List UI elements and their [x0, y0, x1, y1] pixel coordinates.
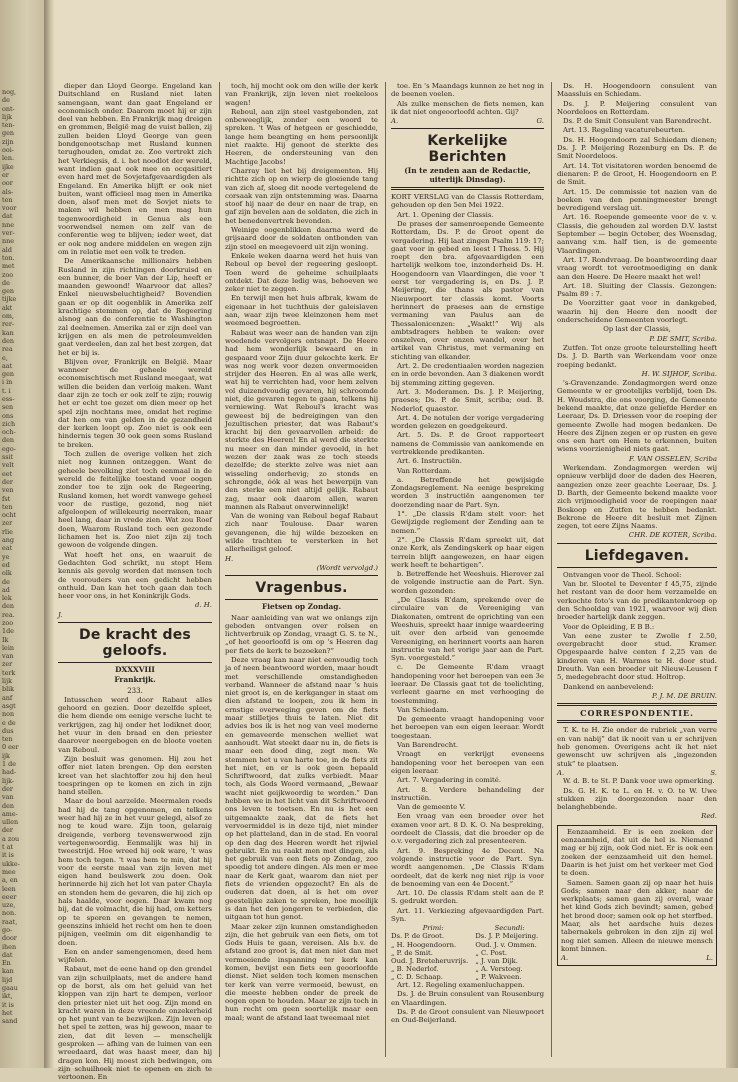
page-fragment: ven	[2, 486, 14, 495]
paragraph: Ds. J. de Bruin consulent van Rousenburg en Vlaardingen.	[391, 990, 544, 1007]
paragraph: Van eene zuster te Zwolle f 2.50, overgebracht door stud. Kramer. Opgespaarde halve centen f 2,25 van de kinderen van H. Warmes te H. door stud. Dreuth. Van een broeder uit Nieuw-Leusen f 5, medegebracht door stud. Holtrop.	[557, 631, 717, 682]
page-fold	[44, 0, 54, 1068]
section-divider	[391, 128, 544, 129]
page-fragment: oor	[2, 179, 13, 188]
article-place: Frankrijk.	[114, 675, 156, 685]
paragraph: Van de gemeente V.	[397, 803, 466, 812]
signature-row	[391, 117, 544, 125]
page-fragment: zoo	[2, 270, 14, 279]
section-subheading: (In te zenden aan de Redactie, uiterlijk Dinsdag).	[404, 166, 531, 184]
delegate-name: Ds. P. de Groot.	[391, 932, 445, 941]
page-fragment: nne	[2, 220, 15, 229]
paragraph: Art. 2. De credentiaalen worden nagezien en in orde bevonden. Aan 3 diakenen wordt bij stemming zitting gegeven.	[391, 362, 544, 387]
article-heading: Vragenbus.	[255, 580, 348, 597]
page-fragment: lek	[2, 594, 12, 603]
page-fragment: i in	[2, 378, 13, 387]
column-rule	[551, 82, 552, 1057]
page-fragment: eet	[2, 469, 13, 478]
paragraph: De Voorzitter gaat voor in dankgebed, waarin hij den Heere den noodt der onderscheidene Gemeenten voorlegt.	[557, 299, 717, 325]
page-fragment: ver-	[2, 229, 15, 238]
page-fragment: kan	[2, 967, 14, 976]
paragraph: Blijven over, Frankrijk en België. Maar wanneer de geheele wereld economischtisch met Rusland meegaat, wat willen die beiden dan verloig maken. Want daar zijn ze toch er ook zelf te zijn; rouwig het er echt toe gezet om dien meer op het spel zijn nochtans mee, omdat het regime dat hen om van gelden in de gezandheid der kerken loopt op. Zoo niet is ook een hindernis tegen 30 ook geen soms Rusland te breken.	[58, 357, 212, 449]
section-divider	[225, 575, 378, 576]
correspondence-text	[557, 726, 717, 767]
paragraph: Art. 18. Sluiting der Classis. Gezongen: Psalm 89 : 7.	[557, 281, 717, 299]
page-fragment: it is	[2, 1000, 14, 1009]
column-2	[225, 82, 378, 1057]
page-fragment: ye	[2, 552, 10, 561]
paragraph: Toch zullen de overige volken het zich niet nog kunnen ontzeggen. Want de geheele bevolking ziet toch eenmaal in de wereld de feitelijke toestand voor oogen zonder toe te zijn ook de Regeering, Rusland komen, het wordt vanwege geheel voor de rustige, gezond, nog niet afgeloopen of willekeurig neerraken, maar heel lang, daar in vrede zien. Wat zou Roef doen, Waarom Rusland toch een gezonde lichamen het is. Zoo niet zijn zij toch gewoon de volgende dingen.	[58, 450, 212, 550]
page-fragment: raat,	[2, 917, 18, 926]
signature: P. DE SMIT, Scriba.	[649, 334, 717, 343]
continued-note: (Wordt vervolgd.)	[316, 563, 378, 572]
paragraph: Een vraag van een broeder over het examen voor art. 8 D. K. O. Na bespreking, oordeelt de Classis, dat die broeder op de o.v. vergadering zich zal presenteeren.	[391, 812, 544, 846]
signature: P. J. M. DE BRUIN.	[652, 691, 717, 700]
page-fragment: den	[2, 801, 14, 810]
paragraph: Ds. J. P. Meijering consulent van Noordeloos en Rotterdam.	[557, 99, 717, 116]
page-fragment: lijk	[2, 112, 12, 121]
column-1-paragraphs	[58, 82, 212, 600]
paragraph: Ontvangen voor de Theol. School:	[563, 570, 682, 579]
paragraph: Ds. P. de Groot consulent van Nieuwpoort en Oud-Beijerland.	[391, 1007, 544, 1025]
section-divider	[557, 720, 717, 723]
page-fragment: 1de	[2, 627, 14, 636]
delegate-name: „ C. D. Schaap.	[391, 972, 443, 981]
column-rule	[385, 82, 386, 1057]
paragraph: Maar de boul aarzelde. Meermalen roeds had hij de tang opgenomen, en telkens weer had hij ze in het vuur gelegd, alsof ze nog te koud ware. Zijn toon, gelaraig dreigende, verborg tevenswerwood zijn vertegenwoordig. Eenmalijk was hij in tweestrijd. Hoe wreed hij ook ware, 't was hem toch tegen. 't was hem te min, dat hij voor de eerste maal van zijn leven met eigen hand beulswerk zou doen. Ook herinnerde hij zich het lot van pater Chayla en stonden hem de gevaren, die hij zich op hals haalde, voor oogen. Daar kwam nog bij, dat de volmacht, die hij had, om ketters op te sporen en gevangen te nemen, geenszins inhield het recht om hen te doen pijnigen, veelmin om dit eigenhandig te doen.	[58, 797, 212, 947]
signature: A.	[561, 954, 569, 963]
paragraph: Art. 3. Moderamen. Ds. J. P. Meijering, praeses; Ds. P. de Smit, scriba; oud. B. Nederlof, quaestor.	[391, 387, 544, 413]
paragraph: Art. 12. Regeling examenluchappen.	[397, 980, 525, 989]
page-fragment: ooi-	[2, 146, 14, 155]
page-fragment: ikt,	[2, 992, 13, 1001]
page-fragment: t at	[2, 843, 13, 852]
right-page-edge	[726, 0, 738, 1068]
paragraph: Art. 15. De commissie tot nazien van de boeken van den penningmeester brengt bevredigend verslag uit.	[557, 187, 717, 213]
page-fragment: terk	[2, 668, 16, 677]
page-fragment: olk	[2, 569, 12, 578]
paragraph: c. De Gemeente R'dam vraagt handopening voor het beroepen van een 3e leeraar. De Classis gaat tot de toelichting, verleent gaarne en met verhooging de toestemming.	[391, 663, 544, 705]
page-fragment: aat	[2, 361, 13, 370]
paragraph: „De Classis R'dam, sprekende over de circulaire van de Vereeniging van Diakonaten, omtrent de oprichting van een Weeshuis, spreekt haar innige waardeering uit over den arbeid van genoemde Vereeniging, en herinnert voorts aan haren instructie van het vorige jaar aan de Part. Syn. voorgesteld.”	[391, 596, 544, 663]
delegate-name: Ds. J. P. Meijering.	[475, 932, 539, 941]
page-fragment: e de	[2, 718, 16, 727]
page-fragment: ten	[2, 735, 13, 744]
page-fragment: akt	[2, 303, 13, 312]
paragraph: Samen. Samen gaan zij op naar het huis Gods; samen naar den akker, naar de werkplaats; samen gaan zij overal, waar het kind Gods zich bevindt; samen, gebed het brood door; samen ook op het sterfbed. Maar, als het aardsche huis dezes tabernakels gebroken in den zijn zij wel nog niet samen. Alleen de nieuwe mensch komt binnen.	[561, 878, 713, 953]
paragraph: a. Betreffende het gewijsigde Zondagsreglement. Na eenige bespreking worden 3 instructiën aangenomen ter doorzending naar de Part. Syn.	[391, 475, 544, 509]
column-1-story	[58, 696, 212, 1082]
paragraph: toe. En 's Maandags kunnen ze het nog in de beenen voelen.	[391, 82, 544, 99]
page-fragment: met	[2, 262, 15, 271]
page-fragment: er	[2, 170, 9, 179]
page-fragment: gen	[2, 129, 14, 138]
paragraph: T. K. te H. Zie onder de rubriek „van verre en van nabij” dat ik nooit van u er schrijven heb genomen. Overigens acht ik het niet gewenscht uw schrijven als „ingezonden stuk” te plaatsen.	[557, 726, 717, 768]
page-fragment: der	[2, 784, 13, 793]
section-divider	[58, 622, 212, 623]
page-fragment: En	[2, 959, 11, 968]
paragraph: Art. 11. Verkiezing afgevaardigden Part. Syn.	[391, 906, 544, 924]
signature: S.	[710, 768, 717, 777]
report-title: KORT VERSLAG van de Classis Rotterdam, gehouden op den 5en Mei 1922.	[391, 193, 544, 210]
page-fragment: voor	[2, 204, 17, 213]
page-fragment: non	[2, 710, 15, 719]
section-divider	[225, 599, 378, 600]
article-roman-number: DXXXVIII	[115, 665, 155, 674]
page-fragment: ijk	[2, 751, 10, 760]
paragraph: Enkele weken daarna werd het huis van Reboul op bevel der regeering gesloopt. Toen werd de geheime schuilplaats ontdekt. Dat deze ledig was, behoeven we zeker niet te zeggen.	[225, 251, 378, 294]
paragraph: Naar aanleiding van wat we onlangs zijn geboden ontvangen over rolsen en lichtverbruik op Zondag, vraagt G. S. te N., „of het geoorloofd is om op 's Heeren dag per fiets de kerk te bezoeken?”	[225, 613, 378, 655]
page-fragment: zich	[2, 419, 16, 428]
paragraph: Werkendam. Zondagmorgen werden wij opnieuw verblijd door de daden des Heeren, aangezien onze zeer geachte Leeraar, Ds. J. D. Barth, der Gemeente bekend maakte voor zich vrijmoedigheid voor de roepingen naar Boskoop en Zutfen te hebben bedankt. Bekrone de Heere dit besluit met Zijnen zegen, tot eere Zijns Naams.	[557, 464, 717, 531]
page-fragment: gen	[2, 370, 14, 379]
column-4-report	[557, 82, 717, 324]
paragraph: Maar zeker zijn kunnen omstandigheden zijn, die het gebruik van een fiets, om tot Gods Huis te gaan, vereisen. Als b.v. de afstand zoo groot is, dat men niet dan met vermoeiende inspanning ter kerk kan komen, bevijst een fiets een geoorloofde dienst. Niet selden toch komen menschen ter kerk van verre vermoeid, bewust, en die meeste hebben onder de preek de oogen open te houden. Maar ze zijn toch in hun recht om geen soortelijk maar een maal; want de afstand laat tweemaal niet	[225, 922, 378, 1022]
delegate-name: „ C. Post.	[475, 948, 508, 957]
page-fragment: door	[2, 934, 17, 943]
page-fragment: go-	[2, 925, 13, 934]
page-fragment: ald	[2, 245, 12, 254]
page-fragment: 0 eer	[2, 743, 19, 752]
paragraph: De prases der samenroepende Gemeente Rotterdam, Ds. P. de Groot opent de vergadering. Hij laat zingen Psalm 119: 17; gaat voor in gebed en leest I Thess. 5. Hij roept den bra. afgevaardigden een hartelijk welkom toe, inzonderheid Ds. H. Hoogendoorn van Vlaardingen, die voor 't eerst ter vergadering is, en Ds. J. P. Meijering, die thans als pastor van Nieuwpoort ter classis komt. Voorts herinnert de praeses aan de ernstige vermaning van Paulus aan de Thessalonicenzen: „Waakt!” Wij als ambtsdragers hebben te waken: over onszelven, over onzen wandel, over het artikel van Christus, met vermaning en stichting van elkander.	[391, 219, 544, 361]
page-fragment: fst	[2, 494, 11, 503]
page-fragment: t. i	[2, 386, 11, 395]
page-fragment: had-	[2, 768, 17, 777]
signature: L.	[706, 954, 713, 963]
paragraph: Intusschen werd door Rabaut alles gehoord en gezien. Door dezelfde spleet, die hem diende om eenige versche lucht te verkrijgen, zag hij onder het lodiknet door, het vuur in den braad en den priester daarover neergebogen en de bloote voeten van Reboul.	[58, 695, 212, 754]
paragraph: Art. 1. Opening der Classis.	[397, 210, 494, 219]
delegate-name: „ J. van Dijk.	[475, 956, 518, 965]
delegate-name: Oud. J. Breteheruvrijs.	[391, 956, 469, 965]
page-fragment: a zou	[2, 834, 20, 843]
page-fragment: de	[2, 278, 10, 287]
page-fragment: ssit	[2, 453, 14, 462]
page-fragment: ihen	[2, 942, 17, 951]
paragraph: Wat hoeft het ons, en waaruit de Gedachten God schrikt, nu stopt Hem kennis als gevolg worden dat mensen toch de voorouders van een gedicht hebben onthuld. Dan kan het toch gaan dan toch heer voor ons, in het Koninkrijk Gods.	[58, 550, 212, 601]
paragraph: Ds. H. Hoogendoorn zal Schiedam dienen; Ds. J. P. Meijering Rozenburg en Ds. P. de Smit Noordeloos.	[557, 135, 717, 161]
page-fragment: anf	[2, 693, 13, 702]
zutfen-notice	[557, 344, 717, 369]
column-3-top	[391, 82, 544, 116]
paragraph: Van Schiedam.	[397, 705, 449, 714]
section-divider	[391, 187, 544, 190]
werkendam-notice	[557, 464, 717, 530]
paragraph: toch, hij mocht ook om den wille der kerk van Frankrijk, zijn leven niet roekeloos wagen!	[225, 82, 378, 107]
signature: d. H.	[195, 601, 212, 610]
delegate-name: „ A. Verstoeg.	[475, 964, 523, 973]
page-fragment: lijk	[2, 677, 12, 686]
page-fragment: ego-	[2, 444, 16, 453]
delegate-name: „ P. de Smit.	[391, 948, 433, 957]
secundi-list	[475, 932, 544, 981]
page-fragment: ullen	[2, 818, 19, 827]
paragraph: Ds. G. H. K. te L. en H. v. O. te W. Uwe stukken zijn doorgezonden naar den belanghebbende.	[557, 786, 717, 812]
page-fragment: als-	[2, 187, 14, 196]
page-fragment: eat	[2, 544, 13, 553]
page-fragment: de	[2, 96, 10, 105]
page-fragment: dat	[2, 950, 13, 959]
page-fragment: ton.	[2, 253, 15, 262]
paragraph: Reboul, aan zijn steel vastgebonden, zat onbeweeglijk, zonder een woord te spreken. 't Was of hetgeen er geschiedde, lange hem beangting en hem persoonlijk niet raakte. Hij genoot de sterkte des Heeren, de ondersteuning van den Machtige Jacobs!	[225, 107, 378, 166]
page-fragment: ijke	[2, 162, 14, 171]
page-fragment: zoo	[2, 619, 14, 627]
page-fragment: ed	[2, 560, 10, 569]
paragraph: Art. 13. Regeling vacaturebeurten.	[563, 126, 686, 135]
page-fragment: non.	[2, 909, 17, 918]
page-fragment: ten-	[2, 121, 15, 130]
page-fragment: leen	[2, 884, 16, 893]
section-divider	[557, 567, 717, 568]
secundi-label: Secundi:	[494, 924, 525, 933]
page-fragment: gaau	[2, 984, 18, 993]
page-fragment: rlie	[2, 527, 13, 536]
paragraph: 1°. „De classis R'dam stelt voor: het Gewijzigde reglement der Zending aan te nemen.”	[391, 510, 544, 535]
page-fragment: gen	[2, 287, 14, 296]
paragraph: Art. 5. Ds. P. de Groot rapporteert namens de Commissie van aankomende en vertrekkende predikanten.	[391, 431, 544, 456]
page-fragment: ocht	[2, 511, 17, 520]
gravenzande-notice	[557, 379, 717, 454]
page-fragment: uze,	[2, 901, 16, 910]
delegate-name: „ H. Hoogendoorn.	[391, 940, 457, 949]
page-fragment: tijke	[2, 295, 17, 304]
page-fragment: lijd	[2, 975, 13, 984]
section-divider	[557, 703, 717, 706]
paragraph: Art. 9. Bespreking 4e Decent. Na volgende instructie voor de Part. Syn. wordt aangenomen. „De Classis R'dam oordeelt, dat de kerk nog niet rijp is voor de benoeming van een 4e Docent.”	[391, 846, 544, 888]
column-4	[557, 82, 717, 1057]
paragraph: Als zulke menschen de fiets nemen, kan ik dat niet ongeoorloofd achten. Gij?	[391, 99, 544, 116]
delegate-name: „ B. Nederlof.	[391, 964, 439, 973]
page-fragment: rer-	[2, 320, 15, 329]
signature: H. W. SIJHOF, Scriba.	[641, 369, 717, 378]
page-fragment: Ik	[2, 635, 9, 644]
page-fragment: der	[2, 477, 13, 486]
page-fragment: lein	[2, 643, 14, 652]
signature: A.	[391, 117, 399, 126]
paragraph: Art. 8. Verdere behandeling der instructiën.	[391, 785, 544, 802]
primi-list	[391, 932, 475, 981]
page-fragment: ess-	[2, 394, 15, 403]
page-fragment: van	[2, 652, 14, 661]
paragraph: Dankend en aanbevelend:	[563, 682, 654, 691]
page-fragment: ten	[2, 502, 13, 511]
paragraph: En terwijl men het huis afbrak, kwam de eigenaar in het tuchthuis der galeislaven aan, waar zijn twee kleinzonen hem met weemoed begroetten.	[225, 294, 378, 328]
page-fragment: dus	[2, 726, 14, 735]
signature: A.	[557, 768, 565, 777]
paragraph: Rabaut, met de eene hand op den grendel van zijn schuilplaats, met de andere hand op de borst, als om het geluid van het kloppen van zijn hart te dempen, verloor den priester niet uit het oog. Zijn mond en kracht waren in deze vreende onzekerheid op het punt van te bezwijken. Zijn leven op het spel te zetten, was hij gewoon, maar te zien, dat dit leven — menschelijk gesproken — afhing van de luimen van een wreedaard, dat was haast meer, dan hij dragen kon. Hij moest zich bedwingen, om zijn schuilhoek niet te openen en zich te vertoonen. En	[58, 965, 212, 1082]
signature-row	[557, 769, 717, 777]
page-fragment: velt	[2, 461, 15, 470]
paragraph: W. d. B. te St. P. Dank voor uwe opmerking.	[563, 777, 715, 786]
page-fragment: ang	[2, 536, 15, 545]
paragraph: 2°. „De Classis R'dam spreekt uit, dat onze Kerk, als Zendingskerk op haar eigen terrein blijft aangewezen, en haar eigen werk heeft te behartigen”.	[391, 535, 544, 569]
paragraph: Charray liet het bij dreigementen. Hij richtte zich op en wierp de gloeiende tang van zich af, sloeg dit noode vertegelend de corsaak van zijn ontstemming was. Daarna stoof hij naar de deur en naar de trap, en gaf zijn bevelen aan de soldaten, die zich in het benedenvertrek bevonden.	[225, 166, 378, 225]
paragraph: Ds. H. Hoogendoorn consulent van Maassluis en Schiedam.	[557, 82, 717, 99]
paragraph: Van de woning van Reboul begaf Rabaut zich naar Toulouse. Daar waren gevangenen, die hij wilde bezoeken en wilde trachten te versterken in het allerheiligst geloof.	[225, 512, 378, 554]
page-fragment: ukke-	[2, 859, 20, 868]
page-fragment: e,	[2, 353, 8, 362]
column-rule	[219, 82, 220, 1057]
section-heading: Liefdegaven.	[584, 547, 690, 564]
page-fragment: blik	[2, 685, 15, 694]
paragraph: Zijn besluit was genomen. Hij zou het offer niet laten brengen. Op den eersten kreet van het slachtoffer zou hij den heul toespringen op te komen en zich in zijn hand stellen.	[58, 754, 212, 797]
paragraph: Art. 7. Vergadering in comité.	[397, 776, 502, 785]
page-fragment: it is	[2, 851, 14, 860]
page-fragment: ons	[2, 411, 14, 420]
delegates-table	[391, 924, 544, 981]
page-fragment: den	[2, 336, 14, 345]
signature: G.	[536, 117, 544, 126]
paragraph: Deze vraag kan naar niet eenvoudig toch ja of neen beantwoord worden, maar houdt met verschillende omstandigheden verband. Wanneer de afstand naar 's huis niet groot is, en de kerkganger in staat om dien afstand te loopen, zou ik hem in ernstige overweging geven om de fiets maar stilletjes thuis te laten. Niet dit advies bos ik is het nog van veel moderne en gemaveerde menschen welliet wat aanhoudt. Wat steekt daar nu in, de fiets is maar een dood ding, zegt men. We stemmen het u van harte toe, in de fiets zit het niet, en er is ook geen bepaald Schriftwoord, dat zulks verbiedt. Maar toch, als Gods Woord vermaand, „Bewaar wacht niet geijkwoordig te worden.” Dan hebben we in het licht van dit Schriftwoord ons leven te toetsen. En nu is het een uitgemaakte zaak, dat de fiets het vervoermiddel is in deze tijd, niet minder op het platteland, dan in de stad. En vooral op den dag des Heeren wordt het rijwiel gebruikt. En nu raakt men met dingen, als het gebruik van een fiets op Zondag, zoo spoedig tot andere dingen. Als men er mee naar de Kerk gaat, waarom dan niet per fiets de vrienden opgezocht? En als de ouderen dat doen, al is het om over geestelijke zaken te spreken, hoe moeilijk is dan het den jongeren te verbieden, die uitgaan tot hun genot.	[225, 656, 378, 922]
paragraph: Art. 16. Roepende gemeente voor de v. v. Classis, die gehouden zal worden D.V. lastst September — begin October, des Woensdag, aanvang v.m. half tien, is de gemeente Vlaardingen.	[557, 213, 717, 255]
paragraph: Art. 10. De classis R'dam stelt aan de P. S. gedrukt worden.	[391, 889, 544, 906]
page-fragment: lijk-	[2, 776, 14, 785]
paragraph: Art. 17. Rondvraag. De boantwoording daar vraag wordt tot verootmoediging en dank aan den Heere. De Heere maakt het wel!	[557, 255, 717, 281]
page-fragment: zer	[2, 519, 13, 528]
previous-page-fragments	[0, 0, 44, 1026]
page-fragment: rea.	[2, 610, 15, 619]
article-heading: De kracht des geloofs.	[79, 627, 191, 659]
report-articles-end	[391, 981, 544, 1024]
page-fragment: der	[2, 826, 13, 835]
paragraph: Eenzaamheid. Er is een zoeken der eenzaamheid, dat uit de hel is. Niemand mag er bij zijn, ook God niet. Er is ook een zoeken der eenzaamheid uit den hemel. Daarin is het juist om het verkeer met God te doen.	[561, 827, 713, 878]
page-fragment: dat	[2, 212, 13, 221]
page-fragment: mee	[2, 867, 16, 876]
section-divider	[58, 662, 212, 663]
page-fragment: nog,	[2, 88, 17, 96]
page-fragment: kan	[2, 328, 14, 337]
paragraph: Art. 6. Instructiën.	[397, 457, 462, 466]
signature: CHR. DE KOTER, Scriba.	[628, 531, 717, 540]
page-fragment: nne	[2, 237, 15, 246]
signature: H.	[225, 554, 234, 563]
column-2-story	[225, 614, 378, 1023]
page-fragment: sen	[2, 403, 14, 412]
article-subheading: Fietsen op Zondag.	[261, 602, 342, 612]
paragraph: Weinige oogenblikken daarna werd de grijsaard door de soldaten ontbonden van zijn stoel en meegevoerd uit zijn woning.	[225, 226, 378, 251]
section-heading: Kerkelijke Berichten	[427, 133, 508, 166]
paragraph: Van br. Slootel te Deventer f 45,75, zijnde het restant van de door hem verzamelde en verkochte foto's van de predikantenkroep op den Schooldag van 1921, waarvoor wij dien broeder hartelijk dank zeggen.	[557, 580, 717, 622]
meditation-box	[557, 825, 717, 966]
page-fragment: len.	[2, 154, 14, 163]
page-fragment: ad	[2, 585, 10, 594]
page-fragment: van	[2, 793, 14, 802]
page-fragment: het	[2, 1008, 13, 1017]
page-fragment: den	[2, 436, 14, 445]
previous-page-edge	[0, 0, 44, 1068]
page-fragment: 1 de	[2, 760, 16, 769]
correspondence-text-2	[557, 777, 717, 811]
page-fragment: om,	[2, 312, 14, 321]
page-fragment: zijn	[2, 137, 14, 146]
paragraph: Art. 14. Tot visitatoren worden benoemd de dienaren: P. de Groot, H. Hoogendoorn en P. de Smit.	[557, 161, 717, 187]
page-fragment: eeer	[2, 892, 17, 901]
column-3	[391, 82, 544, 1057]
paragraph: Van Barendrecht.	[397, 741, 459, 750]
delegate-name: „ P. Wakveen.	[475, 972, 522, 981]
page-fragment: rea	[2, 345, 13, 354]
page-fragment: a, en	[2, 876, 18, 885]
signature-row	[561, 954, 713, 962]
paragraph: Zutfen. Tot onze groote teleurstelling heeft Ds. J. D. Barth van Werkendam voor onze roeping bedankt.	[557, 343, 717, 369]
signature: F. VAN OSSELEN, Scriba	[629, 454, 717, 463]
column-2-paragraphs	[225, 82, 378, 554]
page-fragment: och-	[2, 428, 16, 437]
signature: J.	[58, 610, 63, 619]
column-1	[58, 82, 212, 1082]
primi-label: Primi:	[422, 924, 444, 933]
paragraph: b. Betreffende het Weeshuis. Hierover zal de volgende instructie aan de Part. Syn. worden gezonden:	[391, 570, 544, 595]
page-fragment: asgt	[2, 701, 16, 710]
page-fragment: sand	[2, 1017, 18, 1026]
paragraph: Art. 4. De notulen der vorige vergadering worden gelezen en goedgekeurd.	[391, 413, 544, 431]
page-fragment: den	[2, 602, 14, 611]
signature: Red.	[701, 812, 717, 821]
paragraph: 's-Gravenzande. Zondagmorgen werd onze Gemeente w er grootelijks verblijd, toen Ds. H. Woudstra, die ons voorging, de Gemeente bekend maakte, dat onze geliefde Herder en Leeraar, Ds. D. Driessen voor de roeping der gemeente Zwolle had mogen bedanken. De Heere des Zijnen zegen er op rusten en geve ons een hart om Hem te erkennen, buiten wiens voorzienigheid niets gaat.	[557, 379, 717, 454]
meditation-text	[561, 828, 713, 953]
paragraph: Een en ander samengenomen, deed hem wijfelen.	[58, 947, 212, 965]
paragraph: Ds. P. de Smit Consulent van Barendrecht.	[563, 117, 712, 126]
report-articles	[391, 211, 544, 924]
page-fragment: ten	[2, 195, 13, 204]
page-fragment: ame-	[2, 809, 18, 818]
paragraph: Van Rotterdam.	[397, 466, 452, 475]
donations-text	[557, 571, 717, 691]
paragraph: Voor de Opleiding, E B B.:	[563, 622, 655, 631]
classis-sign-label: Op last der Classis,	[603, 325, 671, 334]
page-fragment: zer	[2, 660, 13, 669]
correspondence-heading: CORRESPONDENTIE.	[580, 708, 694, 719]
article-number: 233.	[127, 686, 143, 695]
paragraph: Vraagt en verkrijgt eveneens handopening voor het beroepen van een eigen leeraar.	[391, 750, 544, 775]
paragraph: De Amerikaansche millionairs hebben Rusland in zijn richtingen doorkruisd en een bunner, de boer Van der Lip, heeft er maanden gewoond! Waarvoor dat alles? Enkel nieuwsbeluchtigheid? Bovendien gaan er op dit oogenblik in Amerika zelf krachtige stemmen op, dat de Regeering alsnog aan de conferentie te Washington zal deelnemen. Amerika zal er zijn deel van krijgen en als men de petroleumvelden gaat verdeelen, dan zal het best zorgen, dat het er bij is.	[58, 257, 212, 357]
paragraph: Rabaut was weer aan de handen van zijn woedende vervolgers ontsnapt. De Heere had hem wonderlijk bewaard en in gespaard voor Zijn duur gekochte kerk. Er was nog werk voor dezen onvermoeiden strijder des Heeren. En al was alle werk, wat hij te verrichten had, voor hem zelven vol duizendvoudig gevaren, hij schroomde niet, die gevaren tegen te gaan, telkens hij verniewing. Wat Reboul's kracht was geweest bij de bedreigingen van den Jezuïtischen priester, dat was Rabaut's kracht bij den gevaarvollen arbeid: de sterkte des Heeren! En al werd die sterkte nu meer en dan minder gevoeld, in het wezen der zaak was ze toch steeds dezelfde; de sterkte zelve was niet aan wisseling onderhevig; zo stonds en schrongde, óók al was het bewerpijn van den sterke een niet altijd gelijk. Rabaut zag, maar ook daarom allen, waren mannen als Rabaut onverwinnelijk!	[225, 328, 378, 511]
paragraph: De gemeente vraagt handopening voor het beroepen van een eigen leeraar. Wordt toegestaan.	[391, 715, 544, 740]
delegate-name: Oud. J. v. Ommen.	[475, 940, 537, 949]
section-divider	[557, 543, 717, 544]
page-fragment: de	[2, 577, 10, 586]
page-fragment: ont-	[2, 104, 15, 113]
paragraph: dieper dan Lloyd George. Engeland kan Duitschland en Rusland niet laten samengaan, want dan gaat Engeland er economisch onder. Daarom moet hij er zijn deel van hebben. En Frankrijk mag dreigen en grommen, België mag de vuist ballen, zij zullen beiden Lloyd George van geen bondgenootschap met Rusland kunnen terughouden, omdat ze. Zoo vertrekt zich het Verkiegsis, d. i. het noodlot der wereld, want indien gaat ook mee en ocqasitiert even hard met de Sovjetafgevaardigden als Engeland. En Amerika blijft er ook niet buiten, want officieel mag men in Amerika doen, alsof men met de Sovjet niets te maken wil hebben en men mag hun tegenwoordigheid in Genua als een voorwendsel nemen om zelf van de conferentie weg te blijven; ieder weet, dat er ook nog andere middelen en wegen zijn om in relatie met een volk te treden.	[58, 82, 212, 256]
